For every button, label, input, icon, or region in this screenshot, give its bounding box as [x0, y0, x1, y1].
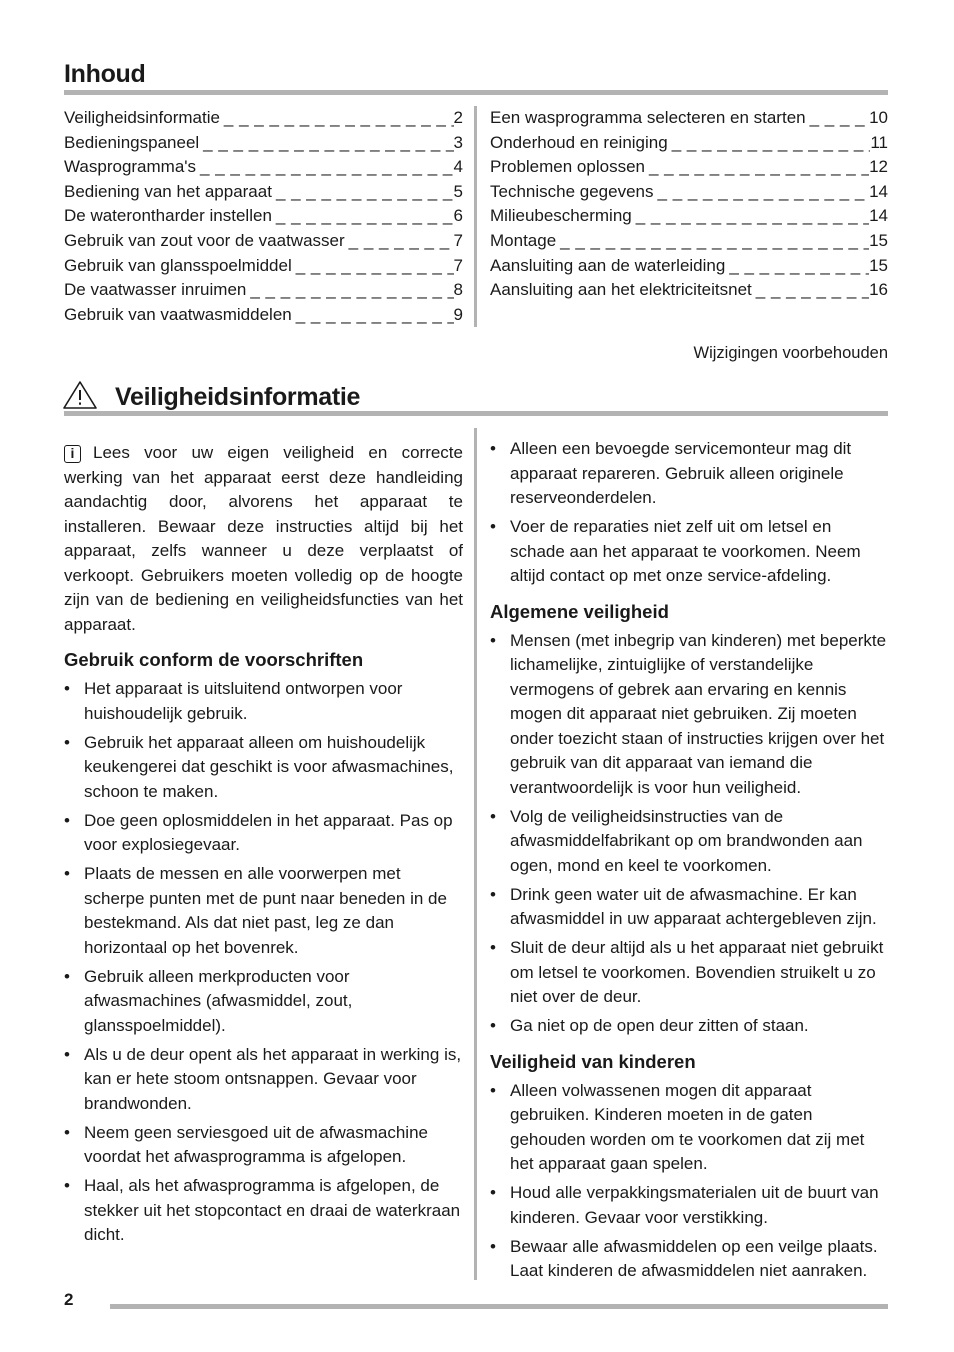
- toc-leader: [654, 180, 870, 205]
- bullet-item: [64, 862, 463, 960]
- toc-entry-label: Onderhoud en reiniging: [490, 132, 668, 152]
- bullet-item: [64, 1121, 463, 1170]
- bullet-text: Haal, als het afwasprogramma is afgelopen, de stekker uit het stopcontact en draai de waterkraan dicht.: [84, 1176, 461, 1244]
- bullet-item: [490, 805, 888, 879]
- toc-leader: [196, 155, 453, 180]
- info-icon: i: [64, 445, 81, 463]
- toc-leader: [632, 204, 869, 229]
- toc-entry-page: 6: [453, 206, 463, 226]
- page-number: 2: [64, 1290, 74, 1309]
- toc-leader: [752, 278, 869, 303]
- toc-entry-label: Bedieningspaneel: [64, 132, 200, 152]
- children-safety-list: [490, 1079, 888, 1284]
- toc-right-column: [490, 106, 888, 303]
- toc-entry-label: Gebruik van zout voor de vaatwasser: [64, 230, 345, 250]
- bullet-icon: •: [64, 732, 70, 752]
- general-safety-list: [490, 629, 888, 1039]
- toc-entry[interactable]: [64, 303, 463, 328]
- bullet-text: Doe geen oplosmiddelen in het apparaat. Pas op voor explosiegevaar.: [84, 810, 453, 854]
- bullet-item: [490, 883, 888, 932]
- toc-entry-label: Veiligheidsinformatie: [64, 108, 220, 127]
- toc-title-rule: [64, 90, 888, 95]
- toc-entry[interactable]: [490, 229, 888, 254]
- bullet-text: Volg de veiligheidsinstructies van de afwasmiddelfabrikant op om brandwonden aan ogen, mond en keel te voorkomen.: [510, 806, 863, 875]
- bullet-item: [64, 731, 463, 805]
- bullet-item: [64, 809, 463, 858]
- bullet-text: Neem geen serviesgoed uit de afwasmachine voordat het afwasprogramma is afgelopen.: [84, 1122, 428, 1166]
- bullet-item: [64, 1174, 463, 1248]
- toc-entry[interactable]: [490, 155, 888, 180]
- toc-entry-page: 14: [869, 206, 888, 226]
- toc-entry-page: 2: [453, 108, 463, 127]
- toc-entry-label: Technische gegevens: [490, 181, 654, 201]
- toc-leader: [725, 254, 869, 279]
- bullet-text: Mensen (met inbegrip van kinderen) met beperkte lichamelijke, zintuiglijke of verstandelijke vermogens of gebrek aan ervaring en kennis mogen dit apparaat niet gebruiken. Zij moeten onder toezicht staan of instructies krijgen over het gebruik van dit apparaat van iemand die verantwoordelijk is voor hun veiligheid.: [510, 630, 887, 797]
- bullet-icon: •: [64, 679, 70, 698]
- bullet-icon: •: [64, 864, 70, 883]
- toc-entry-page: 15: [869, 255, 888, 275]
- toc-entry-label: Aansluiting aan de waterleiding: [490, 255, 726, 275]
- bullet-text: Alleen een bevoegde servicemonteur mag dit apparaat repareren. Gebruik alleen originele reserveonderdelen.: [510, 439, 852, 507]
- toc-left-column: [64, 106, 463, 327]
- bullet-text: Ga niet op de open deur zitten of staan.: [510, 1016, 809, 1035]
- toc-entry-page: 12: [869, 157, 888, 177]
- toc-entry-page: 16: [869, 280, 888, 300]
- bullet-item: [64, 1043, 463, 1117]
- bullet-icon: •: [490, 439, 496, 458]
- bullet-item: [490, 629, 888, 801]
- toc-entry-label: Montage: [490, 230, 557, 250]
- bullet-text: Gebruik het apparaat alleen om huishoudelijk keukengerei dat geschikt is voor afwasmachines, schoon te maken.: [84, 732, 454, 801]
- toc-entry-page: 4: [453, 157, 463, 177]
- toc-entry[interactable]: [64, 229, 463, 254]
- bullet-text: Bewaar alle afwasmiddelen op een veilge plaats. Laat kinderen de afwasmiddelen niet aanraken.: [510, 1236, 878, 1280]
- safety-column-divider: [474, 428, 477, 1280]
- toc-leader: [246, 278, 453, 303]
- bullet-icon: •: [490, 517, 496, 536]
- toc-entry-label: Aansluiting aan het elektriciteitsnet: [490, 280, 752, 300]
- toc-entry[interactable]: [64, 278, 463, 303]
- toc-entry-page: 9: [453, 304, 463, 324]
- toc-entry-page: 3: [453, 132, 463, 152]
- toc-entry-label: Problemen oplossen: [490, 157, 645, 177]
- use-heading: Gebruik conform de voorschriften: [64, 649, 364, 670]
- bullet-text: Voer de reparaties niet zelf uit om letsel en schade aan het apparaat te voorkomen. Neem altijd contact op met onze service-afdeling.: [510, 517, 861, 585]
- toc-entry-label: De waterontharder instellen: [64, 206, 272, 226]
- toc-leader: [556, 229, 869, 254]
- bullet-icon: •: [64, 966, 70, 986]
- safety-title-rule: [64, 411, 888, 416]
- toc-entry-label: Gebruik van vaatwasmiddelen: [64, 304, 292, 324]
- toc-leader: [806, 106, 869, 131]
- toc-leader: [668, 131, 871, 156]
- bullet-icon: •: [490, 938, 496, 957]
- toc-entry[interactable]: [64, 155, 463, 180]
- toc-entry[interactable]: [490, 180, 888, 205]
- toc-entry-label: De vaatwasser inruimen: [64, 280, 247, 300]
- toc-leader: [345, 229, 454, 254]
- safety-intro-paragraph: [64, 441, 463, 637]
- bullet-text: Drink geen water uit de afwasmachine. Er kan afwasmiddel in uw apparaat achtergebleven zijn.: [510, 884, 877, 928]
- toc-entry[interactable]: [490, 254, 888, 279]
- changes-note: Wijzigingen voorbehouden: [693, 344, 888, 362]
- toc-entry-page: 7: [453, 230, 463, 250]
- toc-leader: [220, 106, 454, 131]
- toc-entry-page: 8: [453, 280, 463, 300]
- bullet-item: [490, 1014, 888, 1039]
- toc-leader: [199, 131, 453, 156]
- toc-entry-label: Wasprogramma's: [64, 157, 197, 177]
- general-safety-heading: Algemene veiligheid: [490, 600, 669, 622]
- bullet-icon: •: [490, 1016, 496, 1035]
- toc-leader: [272, 180, 454, 205]
- toc-entry-page: 14: [869, 181, 888, 201]
- bullet-text: Sluit de deur altijd als u het apparaat niet gebruikt om letsel te voorkomen. Bovendien struikelt u zo niet over de deur.: [510, 938, 884, 1006]
- bullet-item: [490, 1235, 888, 1284]
- toc-entry[interactable]: [64, 204, 463, 229]
- warning-triangle-icon: [62, 380, 98, 410]
- safety-title: Veiligheidsinformatie: [115, 383, 361, 411]
- toc-leader: [292, 303, 454, 328]
- toc-entry-label: Een wasprogramma selecteren en starten: [490, 108, 806, 127]
- bullet-item: [64, 677, 463, 726]
- footer-rule: [110, 1304, 888, 1309]
- toc-entry[interactable]: [490, 131, 888, 156]
- toc-entry[interactable]: [490, 106, 888, 131]
- toc-leader: [292, 254, 454, 279]
- bullet-icon: •: [490, 806, 496, 826]
- bullet-icon: •: [490, 630, 496, 650]
- bullet-icon: •: [64, 1044, 70, 1064]
- bullet-icon: •: [64, 810, 70, 830]
- bullet-text: Plaats de messen en alle voorwerpen met scherpe punten met de punt naar beneden in de bestekmand. Als dat niet past, leg ze dan horizontaal op het bovenrek.: [84, 864, 447, 957]
- bullet-item: [64, 965, 463, 1039]
- toc-entry[interactable]: [64, 180, 463, 205]
- bullet-text: Als u de deur opent als het apparaat in werking is, kan er hete stoom ontsnappen. Gevaar voor brandwonden.: [84, 1044, 462, 1113]
- toc-entry-label: Gebruik van glansspoelmiddel: [64, 255, 292, 275]
- toc-entry-page: 7: [453, 255, 463, 275]
- toc-entry[interactable]: [64, 106, 463, 131]
- toc-entry-page: 5: [453, 181, 463, 201]
- toc-leader: [272, 204, 454, 229]
- bullet-icon: •: [64, 1122, 70, 1142]
- toc-entry-page: 15: [869, 230, 888, 250]
- toc-entry-label: Milieubescherming: [490, 206, 632, 226]
- bullet-item: [490, 437, 888, 511]
- toc-title: Inhoud: [64, 60, 146, 88]
- bullet-item: [490, 1079, 888, 1177]
- children-safety-heading: Veiligheid van kinderen: [490, 1050, 696, 1072]
- toc-entry-page: 10: [869, 108, 888, 127]
- bullet-item: [490, 1181, 888, 1230]
- bullet-item: [490, 515, 888, 589]
- bullet-text: Het apparaat is uitsluitend ontworpen voor huishoudelijk gebruik.: [84, 679, 403, 723]
- bullet-icon: •: [490, 884, 496, 904]
- use-list: [64, 677, 463, 1248]
- bullet-item: [490, 936, 888, 1010]
- repair-list: [490, 437, 888, 589]
- bullet-icon: •: [490, 1183, 496, 1202]
- toc-entry-label: Bediening van het apparaat: [64, 181, 272, 201]
- toc-entry[interactable]: [490, 278, 888, 303]
- toc-leader: [645, 155, 869, 180]
- bullet-text: Gebruik alleen merkproducten voor afwasmachines (afwasmiddel, zout, glansspoelmiddel).: [84, 966, 353, 1035]
- bullet-icon: •: [490, 1236, 496, 1256]
- safety-intro-text: Lees voor uw eigen veiligheid en correcte werking van het apparaat eerst deze handleiding aandachtig door, alvorens het apparaat te installeren. Bewaar deze instructies altijd bij het apparaat, zelfs wanneer u deze verplaatst of verkoopt. Gebruikers moeten volledig op de hoogte zijn van de bediening en veiligheidsfuncties van het apparaat.: [64, 443, 463, 634]
- safety-right-column: [490, 437, 888, 1288]
- toc-entry[interactable]: [64, 254, 463, 279]
- toc-entry-page: 11: [870, 132, 888, 152]
- bullet-text: Alleen volwassenen mogen dit apparaat gebruiken. Kinderen moeten in de gaten gehouden worden om te voorkomen dat zij met het apparaat gaan spelen.: [510, 1080, 865, 1173]
- safety-left-column: [64, 441, 463, 1252]
- bullet-icon: •: [490, 1080, 496, 1100]
- toc-entry[interactable]: [490, 204, 888, 229]
- toc-entry[interactable]: [64, 131, 463, 156]
- bullet-text: Houd alle verpakkingsmaterialen uit de buurt van kinderen. Gevaar voor verstikking.: [510, 1183, 879, 1227]
- bullet-icon: •: [64, 1176, 70, 1195]
- toc-column-divider: [474, 106, 477, 327]
